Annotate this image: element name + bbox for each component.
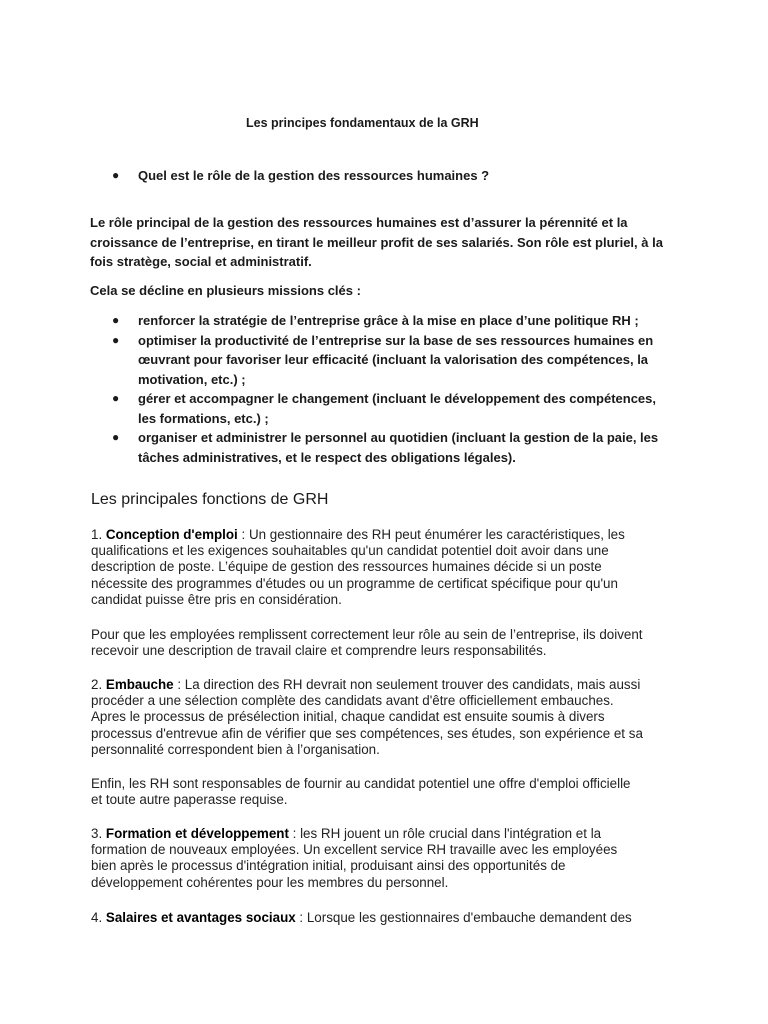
mission-item [112, 311, 682, 331]
mission-line: tâches administratives, et le respect des obligations légales). [138, 449, 516, 465]
paragraph-line: procéder a une sélection complète des candidats avant d'être officiellement embauches. [91, 693, 614, 709]
mission-item [112, 389, 682, 428]
bullet-icon: ● [112, 332, 120, 347]
paragraph-number: 4. [91, 910, 106, 925]
mission-line: gérer et accompagner le changement (incluant le développement des compétences, [138, 391, 656, 406]
paragraph-line: : La direction des RH devrait non seulement trouver des candidats, mais aussi [173, 677, 641, 692]
bullet-icon: ● [112, 430, 120, 444]
bullet-icon: ● [112, 391, 120, 405]
paragraph-line: personnalité correspondent bien à l’organisation. [91, 741, 380, 757]
paragraph-salaires [91, 910, 691, 926]
intro-line: Le rôle principal de la gestion des ressources humaines est d’assurer la pérennité et la [90, 215, 628, 230]
intro-line: croissance de l’entreprise, en tirant le meilleur profit de ses salariés. Son rôle est pluriel, à la [90, 234, 663, 250]
paragraph-conception-emploi [91, 527, 691, 608]
bullet-icon: ● [112, 168, 120, 182]
paragraph-line: Enfin, les RH sont responsables de fournir au candidat potentiel une offre d'emploi officielle [91, 776, 631, 791]
missions-lead: Cela se décline en plusieurs missions clés : [90, 283, 361, 298]
missions-list [112, 311, 682, 467]
paragraph-line: : Lorsque les gestionnaires d'embauche demandent des [295, 910, 632, 925]
bullet-icon: ● [112, 313, 120, 327]
paragraph-description-travail [91, 627, 691, 659]
paragraph-formation [91, 826, 691, 891]
intro-line: fois stratège, social et administratif. [90, 254, 312, 269]
paragraph-line: formation de nouveaux employées. Un excellent service RH travaille avec les employées [91, 842, 618, 858]
paragraph-line: : les RH jouent un rôle crucial dans l'intégration et la [288, 826, 602, 841]
paragraph-bold-term: Embauche [105, 677, 174, 692]
paragraph-line: Apres le processus de présélection initial, chaque candidat est ensuite soumis à divers [91, 709, 605, 725]
paragraph-bold-term: Conception d'emploi [105, 527, 238, 542]
section-heading: Les principales fonctions de GRH [91, 491, 329, 508]
paragraph-number: 2. [91, 677, 106, 692]
paragraph-line: bien après le processus d'intégration initial, produisant ainsi des opportunités de [91, 858, 566, 874]
mission-line: les formations, etc.) ; [138, 410, 269, 426]
mission-line: renforcer la stratégie de l’entreprise grâce à la mise en place d’une politique RH ; [138, 313, 639, 328]
paragraph-line: développement cohérentes pour les membres du personnel. [91, 874, 449, 890]
mission-line: organiser et administrer le personnel au quotidien (incluant la gestion de la paie, les [138, 430, 659, 445]
question-text: Quel est le rôle de la gestion des ressources humaines ? [138, 168, 490, 183]
paragraph-line: candidat puisse être pris en considération. [91, 591, 342, 607]
mission-line: optimiser la productivité de l’entreprise sur la base de ses ressources humaines en [138, 332, 654, 348]
paragraph-line: nécessite des programmes d'études ou un programme de certificat spécifique pour qu'un [91, 575, 618, 591]
paragraph-bold-term: Salaires et avantages sociaux [105, 910, 296, 925]
paragraph-line: recevoir une description de travail claire et comprendre leurs responsabilités. [91, 643, 547, 659]
paragraph-bold-term: Formation et développement [105, 826, 289, 841]
paragraph-line: qualifications et les exigences souhaitables qu'un candidat potentiel doit avoir dans une [91, 543, 609, 559]
paragraph-line: et toute autre paperasse requise. [91, 792, 288, 808]
paragraph-number: 1. [91, 527, 106, 542]
paragraph-offre-emploi [91, 776, 691, 808]
mission-line: œuvrant pour favoriser leur efficacité (incluant la valorisation des compétences, la [138, 352, 649, 367]
mission-line: motivation, etc.) ; [138, 371, 246, 387]
paragraph-embauche [91, 677, 691, 758]
intro-paragraph [90, 213, 690, 272]
question-bullet-item [112, 166, 672, 186]
paragraph-line: processus d'entrevue afin de vérifier que ses compétences, ses études, son expérience et sa [91, 725, 643, 741]
paragraph-line: Pour que les employées remplissent correctement leur rôle au sein de l’entreprise, ils doivent [91, 627, 643, 642]
paragraph-line: : Un gestionnaire des RH peut énumérer les caractéristiques, les [237, 527, 625, 542]
paragraph-line: description de poste. L’équipe de gestion des ressources humaines décide si un poste [91, 559, 602, 575]
paragraph-number: 3. [91, 826, 106, 841]
document-title: Les principes fondamentaux de la GRH [246, 116, 479, 130]
mission-item [112, 331, 682, 390]
mission-item [112, 428, 682, 467]
